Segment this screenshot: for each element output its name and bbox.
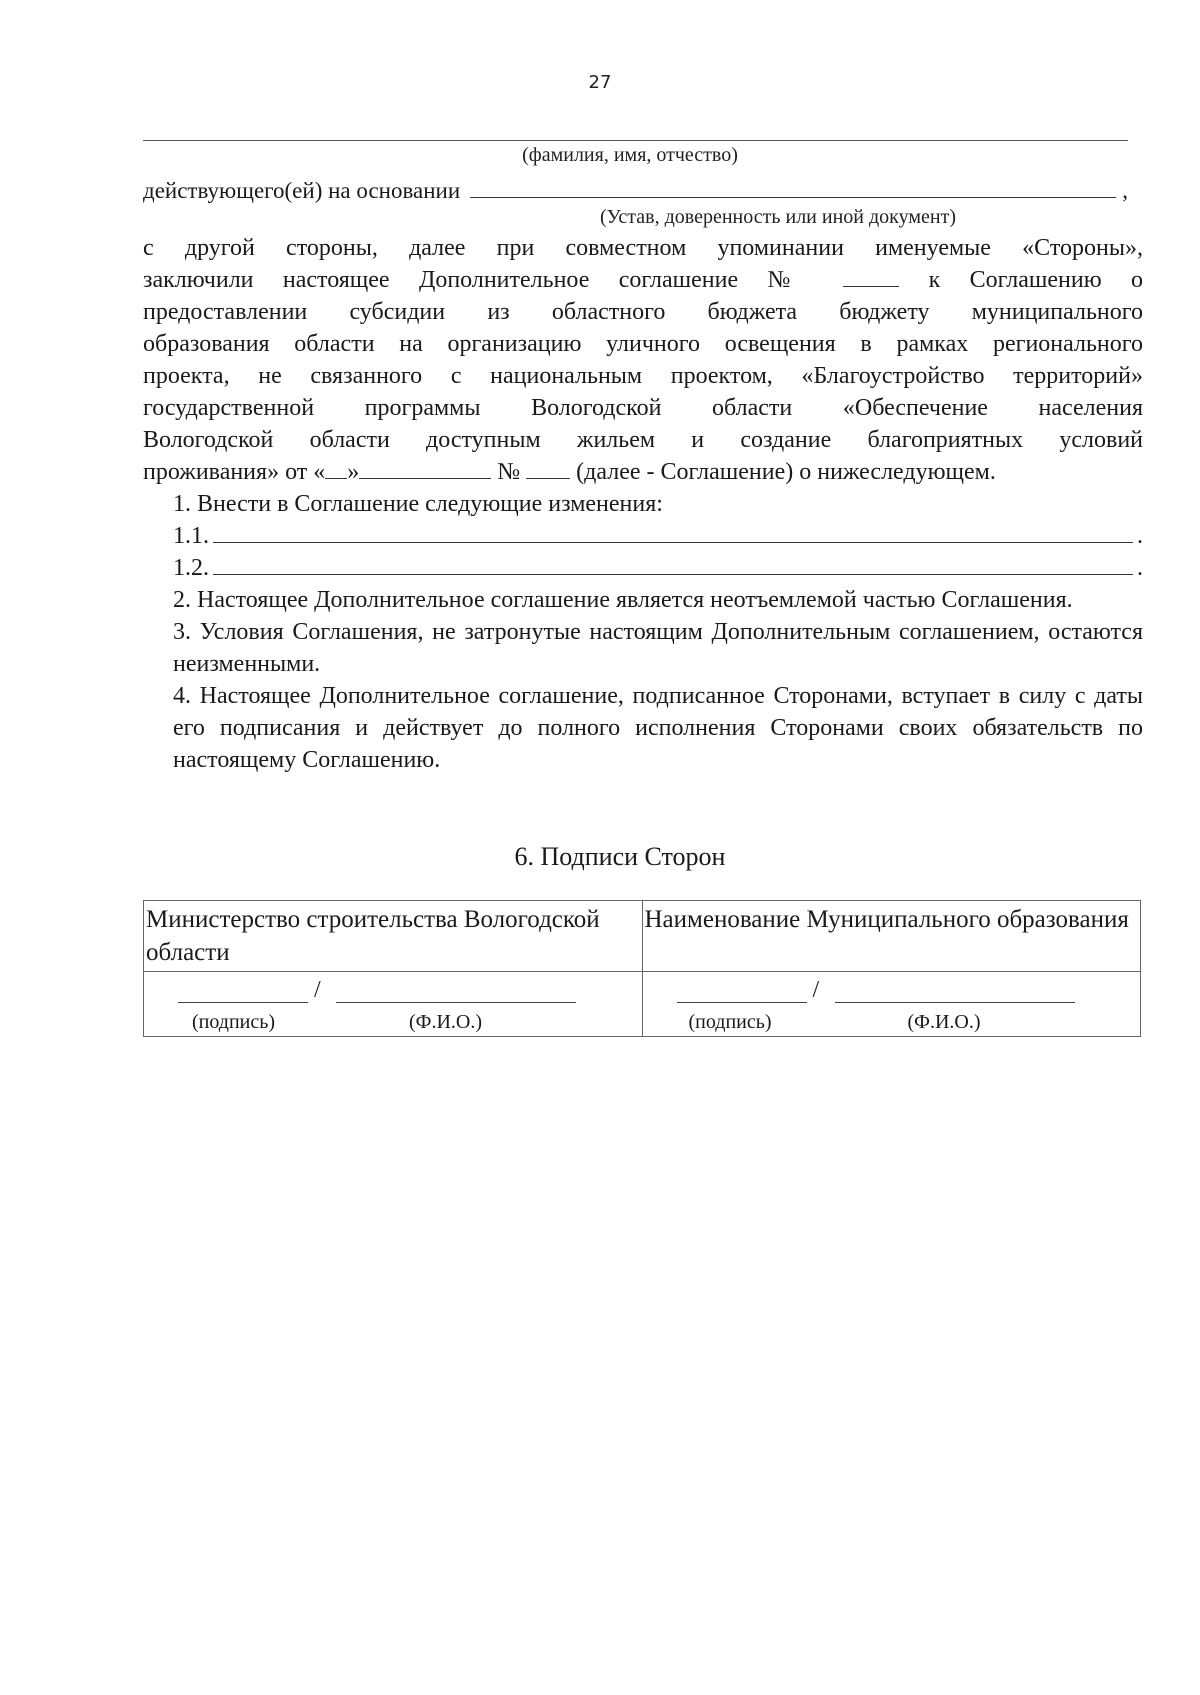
signature-line <box>178 972 308 1003</box>
paragraph-line <box>143 456 1143 488</box>
paragraph-line: государственной программы Вологодской области «Обеспечение населения <box>143 395 1143 421</box>
item-1-1 <box>143 520 1143 552</box>
left-party-name: Министерство строительства Вологодской области <box>144 901 643 972</box>
text-fragment: № <box>497 459 521 485</box>
basis-fill-line <box>470 175 1116 198</box>
signature-line <box>677 972 807 1003</box>
item-end: . <box>1137 523 1143 549</box>
item-number: 1.1. <box>173 523 209 549</box>
signatures-table <box>143 900 1141 1037</box>
paragraph-line: Вологодской области доступным жильем и создание благоприятных условий <box>143 427 1143 453</box>
paragraph-line: предоставлении субсидии из областного бюджета бюджету муниципального <box>143 299 1143 325</box>
fio-label: (Ф.И.О.) <box>907 1011 981 1033</box>
signature-label: (подпись) <box>192 1011 276 1033</box>
paragraph-line: с другой стороны, далее при совместном упоминании именуемые «Стороны», <box>143 235 1143 261</box>
fio-label: (Ф.И.О.) <box>409 1011 483 1033</box>
number-blank <box>843 266 899 287</box>
item-end: . <box>1137 555 1143 581</box>
paragraph-line: образования области на организацию уличного освещения в рамках регионального <box>143 331 1143 357</box>
paragraph-line <box>143 264 1143 296</box>
paragraph-line: проекта, не связанного с национальным проектом, «Благоустройство территорий» <box>143 363 1143 389</box>
text-fragment: проживания» от « <box>143 459 326 485</box>
right-party-name: Наименование Муниципального образования <box>642 901 1141 972</box>
item-fill-line <box>213 522 1133 543</box>
name-fill-line <box>143 140 1128 141</box>
item-3: 3. Условия Соглашения, не затронутые настоящим Дополнительным соглашением, остаются неизменными. <box>173 619 1143 677</box>
basis-label: действующего(ей) на основании <box>143 178 461 203</box>
right-signature-cell <box>642 972 1141 1037</box>
item-1-2 <box>143 552 1143 584</box>
item-number: 1.2. <box>173 555 209 581</box>
number-blank <box>526 458 570 479</box>
text-fragment: » <box>347 459 360 485</box>
item-1: 1. Внести в Соглашение следующие изменения: <box>173 491 663 517</box>
text-fragment: (далее - Соглашение) о нижеследующем. <box>576 459 996 485</box>
basis-line <box>143 175 1128 204</box>
fio-line <box>835 972 1075 1003</box>
section-title: 6. Подписи Сторон <box>514 842 726 871</box>
basis-caption: (Устав, доверенность или иной документ) <box>600 206 956 228</box>
item-4: 4. Настоящее Дополнительное соглашение, подписанное Сторонами, вступает в силу с даты его подписания и действует до полного исполнения Сторонами своих обязательств по настоящему Соглашению. <box>173 683 1143 773</box>
left-signature-cell <box>144 972 643 1037</box>
item-2: 2. Настоящее Дополнительное соглашение является неотъемлемой частью Соглашения. <box>173 587 1073 613</box>
agreement-body <box>143 232 1143 776</box>
item-fill-line <box>213 554 1133 575</box>
month-blank <box>359 458 491 479</box>
fio-caption: (фамилия, имя, отчество) <box>522 144 738 166</box>
fio-line <box>336 972 576 1003</box>
day-blank <box>325 458 347 479</box>
page-number: 27 <box>588 72 612 93</box>
slash: / <box>314 977 321 1003</box>
text-fragment: заключили настоящее Дополнительное соглашение № <box>143 267 814 293</box>
basis-end: , <box>1122 178 1128 203</box>
signature-label: (подпись) <box>688 1011 772 1033</box>
text-fragment: к Соглашению о <box>928 267 1144 293</box>
slash: / <box>812 977 820 1003</box>
